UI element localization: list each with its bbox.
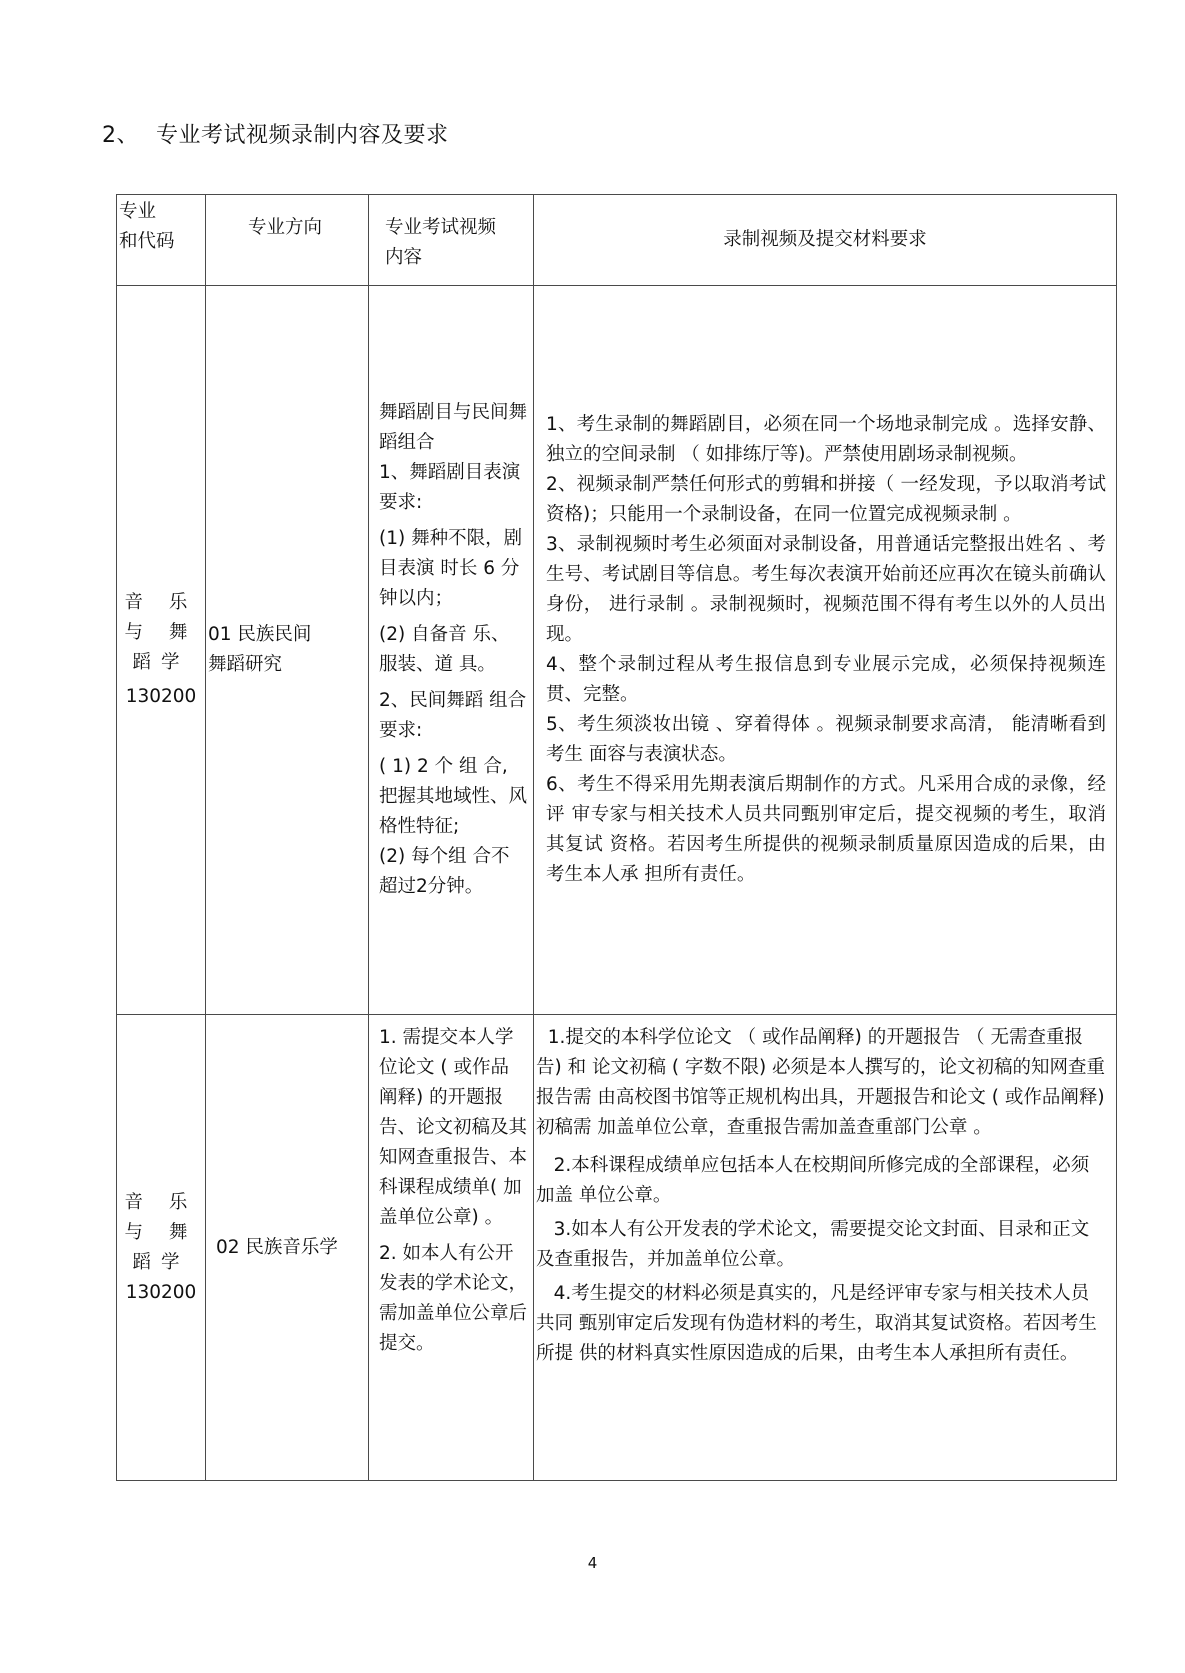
- major-cell: [117, 286, 206, 1015]
- content-line: 1、舞蹈剧目表演要求:: [379, 462, 521, 513]
- requirement-item: 5、考生须淡妆出镜 、穿着得体 。视频录制要求高清， 能清晰看到考生 面容与表演状态。: [546, 714, 1106, 765]
- page-number: 4: [587, 1554, 598, 1572]
- requirement-item: 6、考生不得采用先期表演后期制作的方式。凡采用合成的录像，经评 审专家与相关技术人员共同甄别审定后，提交视频的考生，取消其复试 资格。若因考生所提供的视频录制质量原因造成的后果，由考生本人承 担所有责任。: [546, 774, 1106, 885]
- table-row: [117, 286, 1117, 1015]
- header-major-code: 专业 和代码: [117, 195, 206, 286]
- table-row: [117, 1015, 1117, 1481]
- requirement-item: 1.提交的本科学位论文 （ 或作品阐释) 的开题报告 （ 无需查重报告) 和 论文初稿 ( 字数不限) 必须是本人撰写的，论文初稿的知网查重报告需 由高校图书馆等正规机构出具，开题报告和论文 ( 或作品阐释) 初稿需 加盖单位公章，查重报告需加盖查重部门公章 。: [536, 1027, 1111, 1138]
- content-line: (2) 每个组 合不超过2分钟。: [379, 846, 510, 897]
- content-line: (2) 自备音 乐、服装、道 具。: [379, 624, 510, 675]
- direction-cell: [206, 286, 369, 1015]
- requirement-item: 2.本科课程成绩单应包括本人在校期间所修完成的全部课程，必须加盖 单位公章。: [536, 1155, 1090, 1206]
- content-line: ( 1) 2 个 组 合, 把握其地域性、风格性特征;: [379, 756, 528, 837]
- header-video-content: 专业考试视频 内容: [369, 195, 534, 286]
- section-heading: [102, 118, 449, 149]
- video-content-cell: [369, 286, 534, 1015]
- header-direction: 专业方向: [206, 195, 369, 286]
- requirements-table: [116, 194, 1117, 1481]
- requirement-item: 3.如本人有公开发表的学术论文，需要提交论文封面、目录和正文及查重报告，并加盖单位公章。: [536, 1219, 1090, 1270]
- requirement-item: 4、整个录制过程从考生报信息到专业展示完成，必须保持视频连贯、完整。: [546, 654, 1106, 705]
- header-requirements: 录制视频及提交材料要求: [534, 195, 1117, 286]
- major-name: 音 乐 与 舞 蹈学: [124, 592, 198, 673]
- requirements-cell: [534, 1015, 1117, 1481]
- direction-cell: [206, 1015, 369, 1481]
- major-cell: [117, 1015, 206, 1481]
- video-content-cell: [369, 1015, 534, 1481]
- requirements-cell: [534, 286, 1117, 1015]
- major-name: 音 乐 与 舞 蹈学: [124, 1191, 198, 1273]
- requirement-item: 3、录制视频时考生必须面对录制设备，用普通话完整报出姓名 、考生号、考试剧目等信息。考生每次表演开始前还应再次在镜头前确认身份， 进行录制 。录制视频时，视频范围不得有考生以外的人员出现。: [546, 534, 1106, 645]
- content-line: 1. 需提交本人学位论文 ( 或作品阐释) 的开题报告、论文初稿及其知网查重报告、本科课程成绩单( 加盖单位公章) 。: [379, 1027, 528, 1228]
- section-title: 专业考试视频录制内容及要求: [156, 123, 449, 148]
- section-number: 2、: [102, 123, 139, 148]
- requirement-item: 2、视频录制严禁任何形式的剪辑和拼接（ 一经发现，予以取消考试资格)；只能用一个录制设备，在同一位置完成视频录制 。: [546, 474, 1106, 525]
- requirement-item: 1、考生录制的舞蹈剧目，必须在同一个场地录制完成 。选择安静、独立的空间录制 （ 如排练厅等)。严禁使用剧场录制视频。: [546, 414, 1106, 465]
- requirement-item: 4.考生提交的材料必须是真实的，凡是经评审专家与相关技术人员共同 甄别审定后发现有伪造材料的考生，取消其复试资格。若因考生所提 供的材料真实性原因造成的后果，由考生本人承担所有责任。: [536, 1283, 1097, 1364]
- content-line: 2、民间舞蹈 组合要求:: [379, 690, 527, 741]
- direction-text: 01 民族民间 舞蹈研究: [208, 624, 312, 675]
- major-code: 130200: [125, 686, 197, 707]
- content-line: 2. 如本人有公开发表的学术论文，需加盖单位公章后提交。: [379, 1243, 528, 1354]
- content-line: 舞蹈剧目与民间舞蹈组合: [379, 402, 528, 453]
- direction-text: 02 民族音乐学: [216, 1236, 338, 1258]
- content-line: (1) 舞种不限，剧目表演 时长 6 分钟以内；: [379, 528, 523, 609]
- major-code: 130200: [125, 1281, 197, 1303]
- table-header-row: [117, 195, 1117, 286]
